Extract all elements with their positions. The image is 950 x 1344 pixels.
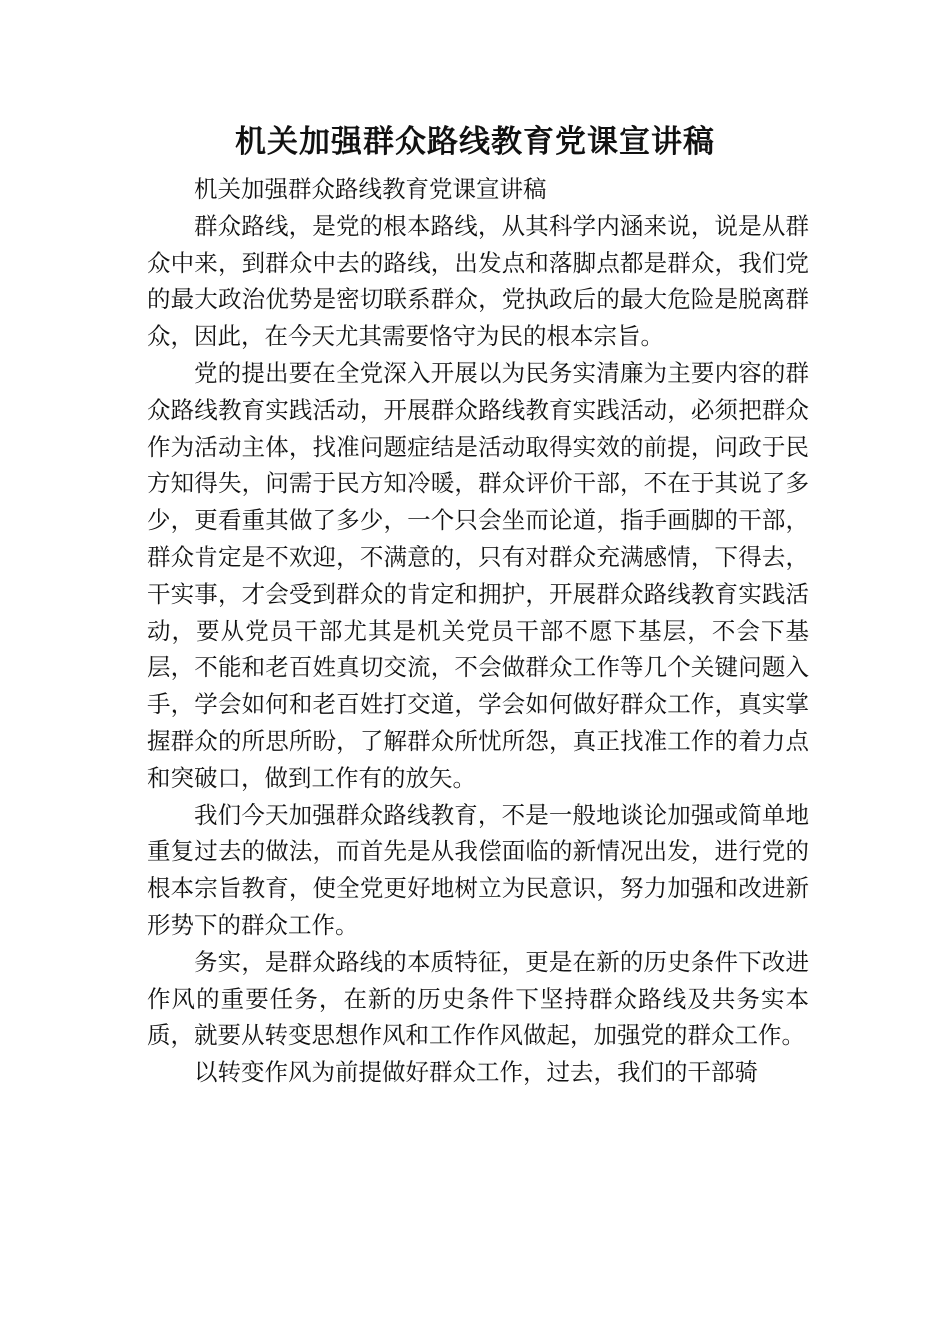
paragraph: 群众路线，是党的根本路线，从其科学内涵来说，说是从群众中来，到群众中去的路线，出发点和落脚点都是群众，我们党的最大政治优势是密切联系群众，党执政后的最大危险是脱离群众，因此，在今天尤其需要恪守为民的根本宗旨。 <box>147 211 809 351</box>
paragraph: 我们今天加强群众路线教育，不是一般地谈论加强或简单地重复过去的做法，而首先是从我偿面临的新情况出发，进行党的根本宗旨教育，使全党更好地树立为民意识，努力加强和改进新形势下的群众工作。 <box>147 800 809 939</box>
document-body <box>147 171 809 1091</box>
paragraph: 党的提出要在全党深入开展以为民务实清廉为主要内容的群众路线教育实践活动，开展群众路线教育实践活动，必须把群众作为活动主体，找准问题症结是活动取得实效的前提，问政于民方知得失，问需于民方知冷暖，群众评价干部，不在于其说了多少，更看重其做了多少，一个只会坐而论道，指手画脚的干部，群众肯定是不欢迎，不满意的，只有对群众充满感情，下得去，干实事，才会受到群众的肯定和拥护，开展群众路线教育实践活动，要从党员干部尤其是机关党员干部不愿下基层，不会下基层，不能和老百姓真切交流，不会做群众工作等几个关键问题入手，学会如何和老百姓打交道，学会如何做好群众工作，真实掌握群众的所思所盼，了解群众所忧所怨，真正找准工作的着力点和突破口，做到工作有的放矢。 <box>147 358 809 792</box>
paragraph: 以转变作风为前提做好群众工作，过去，我们的干部骑 <box>194 1058 758 1087</box>
paragraph-subtitle: 机关加强群众路线教育党课宣讲稿 <box>194 175 547 203</box>
paragraph: 务实，是群众路线的本质特征，更是在新的历史条件下改进作风的重要任务，在新的历史条件下坚持群众路线及共务实本质，就要从转变思想作风和工作作风做起，加强党的群众工作。 <box>147 947 809 1050</box>
document-title: 机关加强群众路线教育党课宣讲稿 <box>235 124 715 160</box>
